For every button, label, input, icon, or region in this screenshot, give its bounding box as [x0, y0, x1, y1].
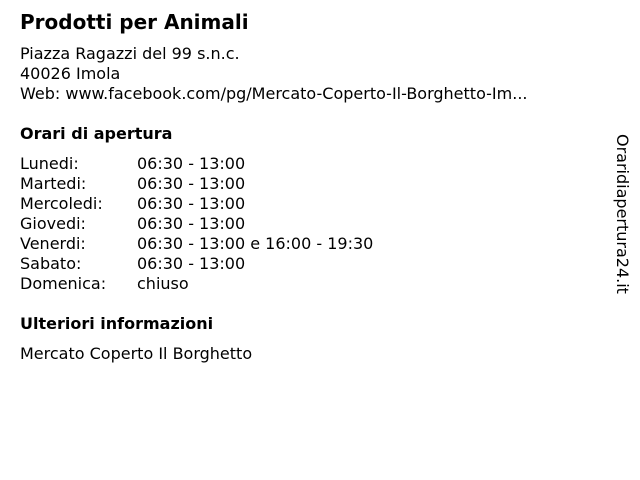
- additional-info-heading: Ulteriori informazioni: [20, 314, 214, 333]
- hours-time: 06:30 - 13:00: [137, 214, 246, 233]
- hours-time: 06:30 - 13:00: [137, 154, 246, 173]
- opening-hours-heading: Orari di apertura: [20, 124, 173, 143]
- address-street: Piazza Ragazzi del 99 s.n.c.: [20, 44, 240, 63]
- hours-day: Giovedi:: [20, 214, 86, 233]
- hours-time: chiuso: [137, 274, 189, 293]
- hours-day: Venerdi:: [20, 234, 86, 253]
- address-block: [20, 44, 527, 104]
- site-watermark: [612, 134, 636, 310]
- hours-time: 06:30 - 13:00: [137, 174, 246, 193]
- additional-info-text: Mercato Coperto Il Borghetto: [20, 344, 253, 363]
- hours-day: Sabato:: [20, 254, 82, 273]
- hours-day: Domenica:: [20, 274, 107, 293]
- address-city: 40026 Imola: [20, 64, 121, 83]
- hours-day: Mercoledi:: [20, 194, 103, 213]
- hours-time: 06:30 - 13:00: [137, 194, 246, 213]
- page-title: Prodotti per Animali: [20, 10, 249, 34]
- hours-time: 06:30 - 13:00 e 16:00 - 19:30: [137, 234, 374, 253]
- hours-time: 06:30 - 13:00: [137, 254, 246, 273]
- website-link[interactable]: Web: www.facebook.com/pg/Mercato-Coperto-Il-Borghetto-Im...: [20, 84, 528, 103]
- watermark-text: Oraridiapertura24.it: [613, 134, 632, 294]
- hours-day: Martedi:: [20, 174, 87, 193]
- hours-day: Lunedi:: [20, 154, 79, 173]
